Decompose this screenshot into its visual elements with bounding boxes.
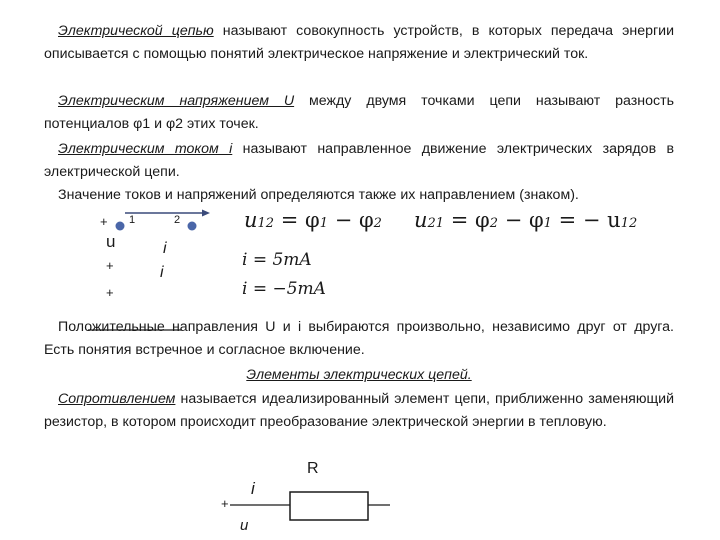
paragraph-text: называют совокупность устройств, в которых передача энергии описывается с помощью понятий электрическое напряжение и электрический ток. — [44, 23, 674, 63]
paragraph-direction-note — [44, 316, 674, 362]
node-2-dot — [188, 222, 197, 231]
node-1-dot — [116, 222, 125, 231]
formula-i-positive: i = 5mA — [242, 250, 312, 270]
resistor-body — [290, 492, 368, 520]
plus-sign: + — [106, 258, 114, 273]
voltage-symbol: u — [106, 232, 116, 251]
voltage-symbol: u — [240, 517, 249, 534]
term-voltage: Электрическим напряжением U — [58, 93, 295, 109]
plus-sign: + — [221, 496, 229, 511]
current-symbol: i — [163, 240, 167, 257]
formula-u21: u21 = φ2 − φ1 = − u12 — [414, 208, 638, 232]
term-circuit: Электрической цепью — [58, 23, 214, 39]
plus-sign: + — [106, 285, 114, 300]
node-1-label: 1 — [129, 214, 136, 226]
paragraph-text: Значение токов и напряжений определяются также их направлением (знаком). — [58, 187, 579, 203]
formula-u12: u12 = φ1 − φ2 — [244, 208, 382, 232]
plus-sign: + — [100, 214, 108, 229]
section-heading — [44, 364, 674, 387]
heading-text: Элементы электрических цепей. — [246, 367, 472, 383]
current-symbol: i — [160, 264, 164, 281]
paragraph-text: называется идеализированный элемент цепи, приближенно заменяющий резистор, в котором происходит преобразование электрической энергии в тепловую. — [44, 391, 674, 431]
paragraph-text: называют направленное движение электрических зарядов в электрической цепи. — [44, 141, 675, 181]
paragraph-text: между двумя точками цепи называют разность потенциалов φ1 и φ2 этих точек. — [44, 93, 675, 133]
current-symbol: i — [251, 479, 255, 498]
paragraph-text: Положительные направления U и i выбираются произвольно, независимо друг от друга. Есть понятия встречное и согласное включение. — [44, 319, 674, 359]
term-resistance: Сопротивлением — [58, 391, 176, 407]
node-2-label: 2 — [174, 214, 181, 226]
resistor-label: R — [307, 460, 319, 477]
term-current: Электрическим током i — [58, 141, 233, 157]
paragraph-resistance-definition — [44, 388, 674, 434]
formula-i-negative: i = −5mA — [242, 279, 326, 299]
current-arrow-head — [202, 210, 210, 217]
